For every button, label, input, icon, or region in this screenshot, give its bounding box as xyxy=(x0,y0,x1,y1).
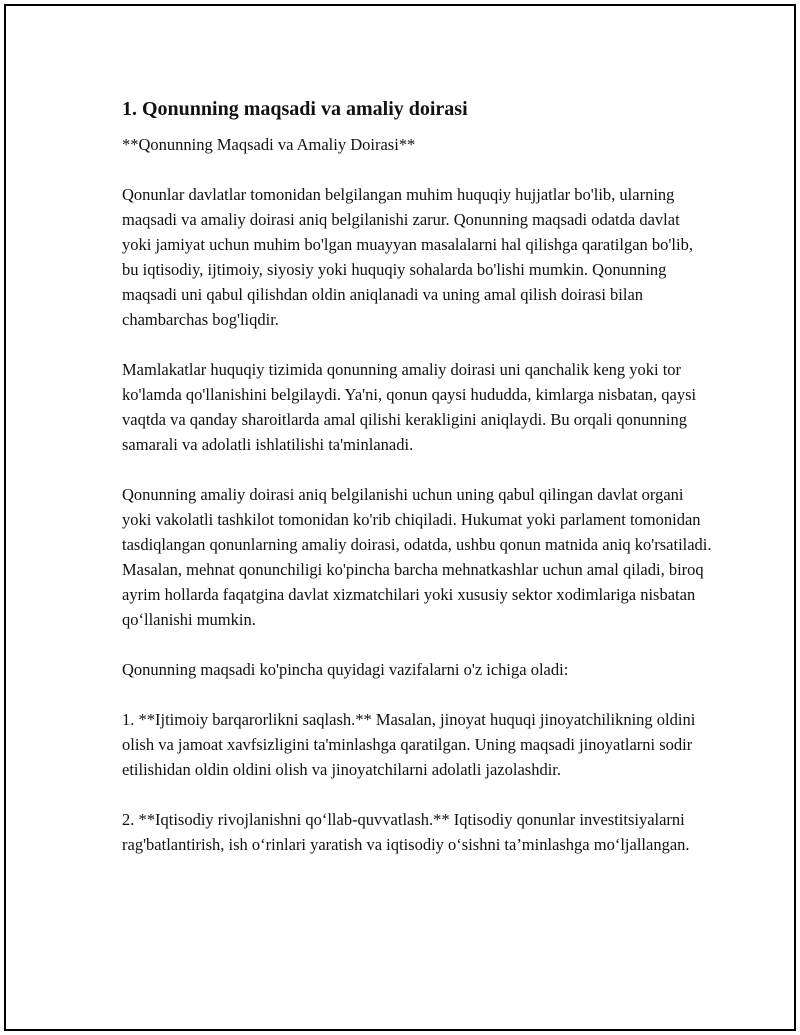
paragraph-2: Mamlakatlar huquqiy tizimida qonunning amaliy doirasi uni qanchalik keng yoki tor ko'lamda qo'llanishini belgilaydi. Ya'ni, qonun qaysi hududda, kimlarga nisbatan, qaysi vaqtda va qanday sharoitlarda amal qilishi kerakligini aniqlaydi. Bu orqali qonunning samarali va adolatli ishlatilishi ta'minlanadi. xyxy=(122,360,697,454)
list-item-1: 1. **Ijtimoiy barqarorlikni saqlash.** Masalan, jinoyat huquqi jinoyatchilikning oldini olish va jamoat xavfsizligini ta'minlashga qaratilgan. Uning maqsadi jinoyatlarni sodir etilishidan oldin oldini olish va jinoyatchilarni adolatli jazolashdir. xyxy=(122,710,696,779)
document-title: 1. Qonunning maqsadi va amaliy doirasi xyxy=(122,98,468,120)
paragraph-4: Qonunning maqsadi ko'pincha quyidagi vazifalarni o'z ichiga oladi: xyxy=(122,660,569,679)
page-frame xyxy=(4,4,796,1031)
document-subtitle: **Qonunning Maqsadi va Amaliy Doirasi** xyxy=(122,135,416,154)
paragraph-3: Qonunning amaliy doirasi aniq belgilanishi uchun uning qabul qilingan davlat organi yoki vakolatli tashkilot tomonidan ko'rib chiqiladi. Hukumat yoki parlament tomonidan tasdiqlangan qonunlarning amaliy doirasi, odatda, ushbu qonun matnida aniq ko'rsatiladi. Masalan, mehnat qonunchiligi ko'pincha barcha mehnatkashlar uchun amal qiladi, biroq ayrim hollarda faqatgina davlat xizmatchilari yoki xususiy sektor xodimlariga nisbatan qo‘llanishi mumkin. xyxy=(122,485,712,629)
list-item-2: 2. **Iqtisodiy rivojlanishni qo‘llab-quvvatlash.** Iqtisodiy qonunlar investitsiyalarni rag'batlantirish, ish o‘rinlari yaratish va iqtisodiy o‘sishni ta’minlashga mo‘ljallangan. xyxy=(122,810,690,854)
document-body xyxy=(122,96,712,882)
paragraph-1: Qonunlar davlatlar tomonidan belgilangan muhim huquqiy hujjatlar bo'lib, ularning maqsadi va amaliy doirasi aniq belgilanishi zarur. Qonunning maqsadi odatda davlat yoki jamiyat uchun muhim bo'lgan muayyan masalalarni hal qilishga qaratilgan bo'lib, bu iqtisodiy, ijtimoiy, siyosiy yoki huquqiy sohalarda bo'lishi mumkin. Qonunning maqsadi uni qabul qilishdan oldin aniqlanadi va uning amal qilish doirasi bilan chambarchas bog'liqdir. xyxy=(122,185,693,329)
